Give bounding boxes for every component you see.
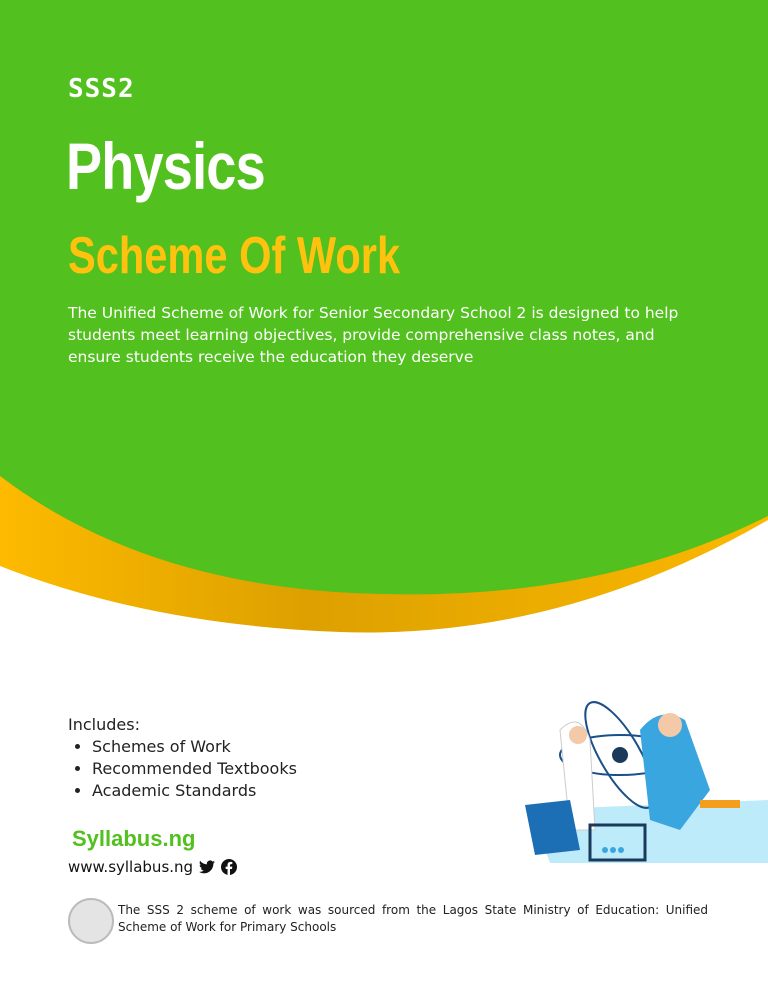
lagos-state-seal [68, 898, 114, 944]
list-item: • Recommended Textbooks [92, 758, 297, 780]
source-note: The SSS 2 scheme of work was sourced from the Lagos State Ministry of Education: Unified Scheme of Work for Primary Schools [118, 903, 708, 934]
syllabus-logo [72, 826, 195, 852]
website-link[interactable]: www.syllabus.ng [68, 858, 194, 876]
list-item: • Academic Standards [92, 780, 297, 802]
page-subtitle: Scheme Of Work [68, 227, 401, 285]
logo-text: Syllabus.ng [72, 826, 196, 851]
page-title: Physics [66, 129, 265, 203]
twitter-icon[interactable] [199, 860, 215, 874]
includes-label: Includes: [68, 715, 140, 734]
scientists-illustration [520, 700, 768, 865]
grade-label: SSS2 [68, 74, 135, 104]
includes-list [68, 714, 297, 802]
facebook-icon[interactable] [221, 859, 237, 875]
website-row [68, 858, 237, 876]
list-item: • Schemes of Work [92, 736, 297, 758]
description: The Unified Scheme of Work for Senior Secondary School 2 is designed to help students meet learning objectives, provide comprehensive class notes, and ensure students receive the education they deserve [68, 304, 679, 366]
